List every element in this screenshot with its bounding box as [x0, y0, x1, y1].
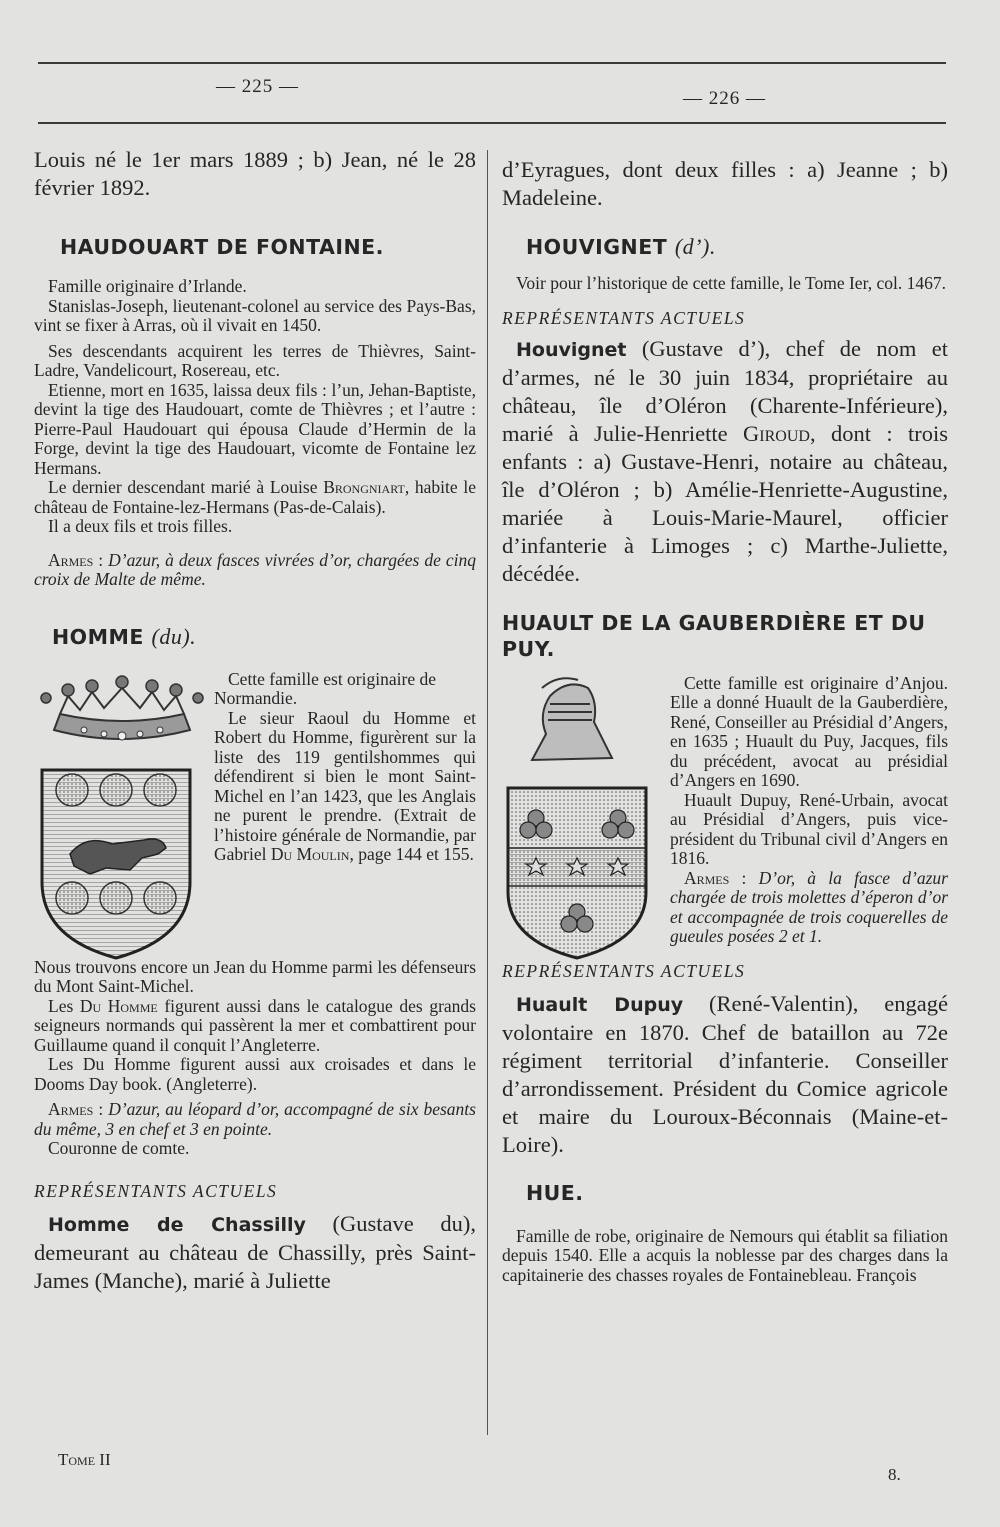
- haudouart-dernier-text-a: Le dernier descendant marié à Louise: [48, 477, 324, 497]
- entry-title-huault: HUAULT DE LA GAUBERDIÈRE ET DU PUY.: [502, 610, 926, 661]
- continuation-paragraph-left: Louis né le 1er mars 1889 ; b) Jean, né le 28 février 1892.: [34, 147, 476, 200]
- footer-signature: 8.: [888, 1465, 901, 1484]
- entry-title-houvignet: [526, 234, 948, 260]
- homme-arms: [34, 1100, 476, 1139]
- homme-arms-text: D’azur, au léopard d’or, accompagné de six besants du même, 3 en chef et 3 en pointe.: [34, 1099, 476, 1139]
- homme-para-catalogue: [34, 997, 476, 1056]
- haudouart-para-descendants: Ses descendants acquirent les terres de Thièvres, Saint-Ladre, Vandelicourt, Rosereau, etc.: [34, 340, 476, 380]
- homme-para-croisades: Les Du Homme figurent aussi aux croisades et dans le Dooms Day book. (Angleterre).: [34, 1054, 476, 1094]
- homme-title-particle: (du).: [151, 623, 197, 649]
- homme-crown: Couronne de comte.: [48, 1138, 190, 1158]
- haudouart-para-dernier: [34, 478, 476, 517]
- homme-raoul-text-a: Le sieur Raoul du Homme et Robert du Homme, figurèrent sur la liste des 119 gentilshommes qui défendirent si bien le mont Saint-Michel en l’an 1423, que les Anglais ne purent le prendre. (Extrait de l’histoire générale de Normandie, par Gabriel: [214, 707, 476, 864]
- huault-para-origin: Cette famille est originaire d’Anjou. Elle a donné Huault de la Gauberdière, René, Conseiller au Présidial d’Angers, en 1635 ; Huault du Puy, Jacques, fils du précédent, avocat au présidial d’Angers en 1690.: [670, 672, 948, 790]
- houvignet-representative-text-b: , dont : trois enfants : a) Gustave-Henri, notaire au château, île d’Oléron ; b) Amélie-Henriette-Augustine, mariée à Louis-Marie-Maurel, officier d’infanterie à Limoges ; c) Marthe-Juliette, décédée.: [502, 420, 948, 586]
- houvignet-representative: [502, 335, 948, 588]
- column-divider: [487, 150, 488, 1435]
- haudouart-dernier-text-b: , habite le château de Fontaine-lez-Hermans (Pas-de-Calais).: [34, 477, 476, 517]
- entry-title-homme: [52, 624, 476, 650]
- haudouart-para-etienne: Etienne, mort en 1635, laissa deux fils : l’un, Jehan-Baptiste, devint la tige des Haudouart, comte de Thièvres ; et l’autre : Pierre-Paul Haudouart qui épousa Claude d’Hermin de la Forge, devint la tige des Haudouart, vicomte de Fontaine lez Hermans.: [34, 379, 476, 478]
- huault-para-dupuy: Huault Dupuy, René-Urbain, avocat au Présidial d’Angers, puis vice-président du Tribunal civil d’Angers en 1816.: [670, 789, 948, 868]
- huault-representative: [502, 990, 948, 1159]
- helmet-icon: [502, 674, 652, 768]
- homme-para-origin: Cette famille est originaire de Normandie.: [214, 668, 436, 708]
- homme-catalogue-text-a: Les: [48, 995, 80, 1016]
- homme-raoul-text-b: , page 144 et 155.: [349, 844, 474, 864]
- huault-arms-text: D’or, à la fasce d’azur chargée de trois molettes d’éperon d’or et accompagnée de trois coquerelles de gueules posées 2 et 1.: [670, 867, 948, 946]
- homme-arms-label: Armes :: [48, 1099, 104, 1119]
- haudouart-arms-text: D’azur, à deux fasces vivrées d’or, chargées de cinq croix de Malte de même.: [34, 549, 476, 589]
- left-column: [34, 146, 476, 1295]
- houvignet-title-particle: (d’).: [674, 234, 716, 259]
- huault-representatives-heading: REPRÉSENTANTS ACTUELS: [502, 960, 746, 981]
- houvignet-representatives-heading: REPRÉSENTANTS ACTUELS: [502, 307, 746, 328]
- huault-representative-text: (René-Valentin), engagé volontaire en 1870. Chef de bataillon au 72e régiment territorial d’infanterie. Conseiller d’arrondissement. Président du Comice agricole et maire du Louroux-Béconnais (Maine-et-Loire).: [502, 990, 948, 1157]
- page-number-right: — 226 —: [683, 88, 766, 109]
- entry-title-haudouart: HAUDOUART DE FONTAINE.: [60, 235, 384, 259]
- header-rule-bottom: [38, 122, 946, 124]
- right-column: [502, 156, 948, 1285]
- haudouart-para-origin: Famille originaire d’Irlande.: [48, 276, 247, 296]
- houvignet-representative-text-a: (Gustave d’), chef de nom et d’armes, né le 30 juin 1834, propriétaire au château, île d’Oléron (Charente-Inférieure), marié à Julie-Henriette: [502, 335, 948, 446]
- homme-catalogue-text-b: figurent aussi dans le catalogue des grands seigneurs normands qui passèrent la mer et combattirent pour Guillaume quand il conquit l’Angleterre.: [34, 995, 476, 1055]
- homme-representative: [34, 1210, 476, 1295]
- haudouart-arms: [34, 551, 476, 590]
- huault-shield-icon: [502, 782, 652, 962]
- homme-title-main: HOMME: [52, 624, 152, 649]
- haudouart-spouse-name: Brongniart: [323, 477, 405, 497]
- homme-author-name: Du Moulin: [270, 844, 350, 864]
- homme-para-jean: Nous trouvons encore un Jean du Homme parmi les défenseurs du Mont Saint-Michel.: [34, 956, 476, 996]
- houvignet-representative-name: Houvignet: [516, 338, 627, 361]
- hue-para-origin: Famille de robe, originaire de Nemours qui établit sa filiation depuis 1540. Elle a acquis la noblesse par des charges dans la capitainerie des chasses royales de Fontainebleau. François: [502, 1225, 948, 1285]
- homme-representatives-heading: REPRÉSENTANTS ACTUELS: [34, 1180, 278, 1201]
- homme-shield-icon: [34, 762, 210, 962]
- haudouart-para-children: Il a deux fils et trois filles.: [48, 516, 233, 536]
- crown-icon: [34, 670, 210, 752]
- footer-volume: Tome II: [58, 1450, 111, 1469]
- entry-title-hue: HUE.: [526, 1180, 584, 1205]
- houvignet-para-historique: Voir pour l’historique de cette famille, le Tome Ier, col. 1467.: [516, 273, 946, 293]
- homme-heraldry: [34, 670, 210, 958]
- haudouart-arms-label: Armes :: [48, 549, 104, 570]
- homme-representative-name: Homme de Chassilly: [48, 1213, 306, 1236]
- huault-arms-label: Armes :: [684, 867, 747, 888]
- huault-heraldry: [502, 674, 652, 960]
- page-number-left: — 225 —: [216, 76, 299, 97]
- homme-family-name: Du Homme: [79, 995, 158, 1016]
- continuation-paragraph-right: d’Eyragues, dont deux filles : a) Jeanne ; b) Madeleine.: [502, 157, 948, 210]
- homme-representative-text: (Gustave du), demeurant au château de Chassilly, près Saint-James (Manche), marié à Juliette: [34, 1210, 476, 1293]
- haudouart-para-stanislas: Stanislas-Joseph, lieutenant-colonel au service des Pays-Bas, vint se fixer à Arras, où il vivait en 1450.: [34, 295, 476, 335]
- header-rule-top: [38, 62, 946, 64]
- houvignet-title-main: HOUVIGNET: [526, 235, 675, 259]
- huault-representative-name: Huault Dupuy: [516, 993, 684, 1016]
- houvignet-spouse-name: Giroud: [743, 420, 810, 446]
